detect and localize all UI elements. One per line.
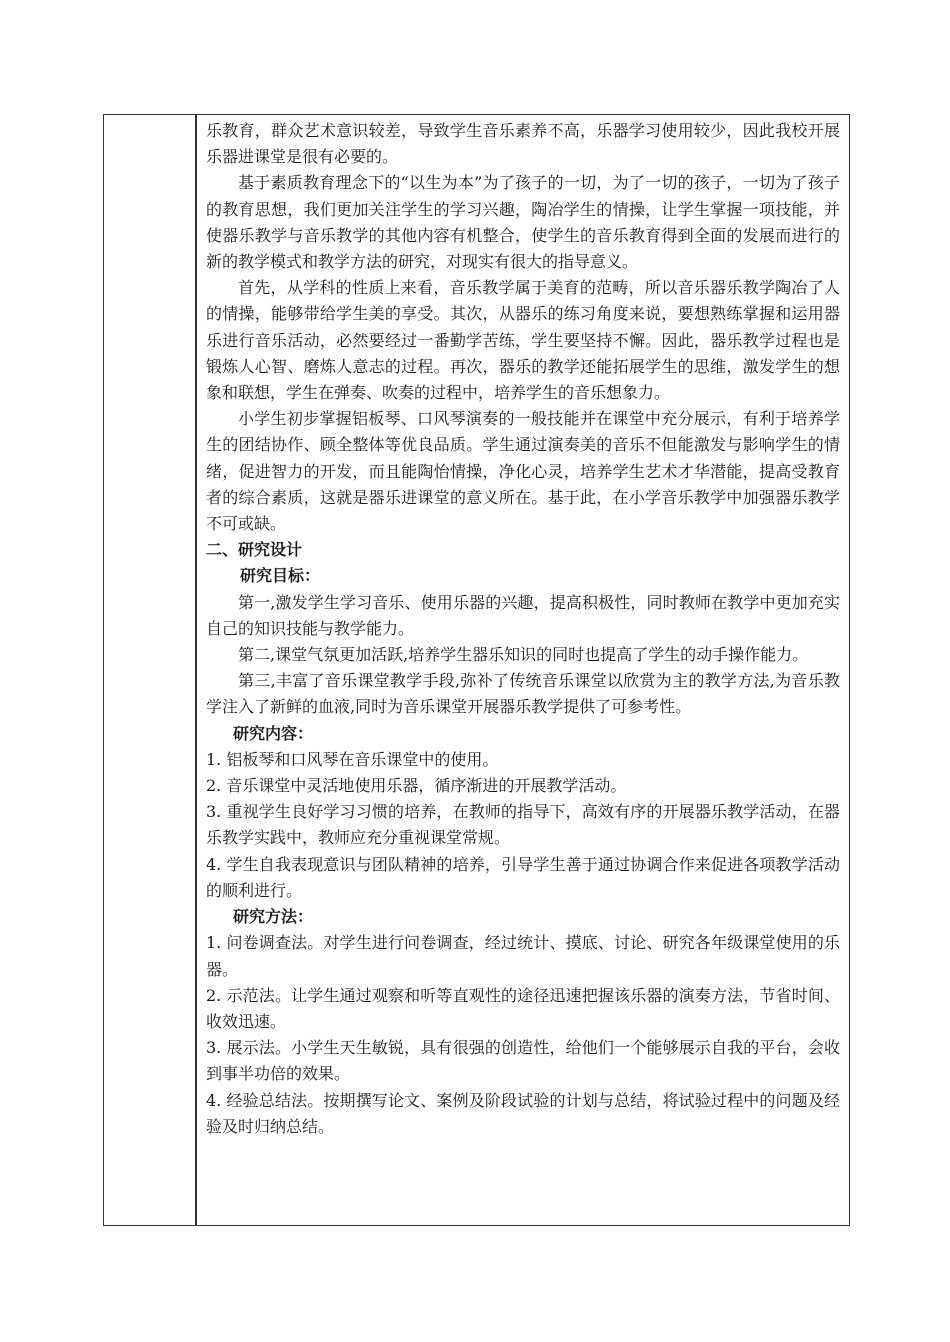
paragraph: 第二,课堂气氛更加活跃,培养学生器乐知识的同时也提高了学生的动手操作能力。 bbox=[238, 645, 809, 665]
subsection-heading: 研究方法： bbox=[233, 907, 314, 927]
section-heading: 二、研究设计 bbox=[206, 540, 303, 560]
paragraph: 第一,激发学生学习音乐、使用乐器的兴趣，提高积极性，同时教师在教学中更加充实自己的知识技能与教学能力。 bbox=[206, 592, 840, 638]
list-item: 2. 音乐课堂中灵活地使用乐器，循序渐进的开展教学活动。 bbox=[206, 776, 627, 796]
paragraph: 乐教育，群众艺术意识较差，导致学生音乐素养不高，乐器学习使用较少，因此我校开展乐器进课堂是很有必要的。 bbox=[206, 121, 840, 167]
list-item: 3. 重视学生良好学习习惯的培养，在教师的指导下，高效有序的开展器乐教学活动，在器乐教学实践中，教师应充分重视课堂常规。 bbox=[206, 802, 840, 848]
subsection-heading: 研究目标： bbox=[240, 566, 321, 586]
list-item: 4. 经验总结法。按期撰写论文、案例及阶段试验的计划与总结，将试验过程中的问题及经验及时归纳总结。 bbox=[206, 1090, 840, 1136]
list-item: 3. 展示法。小学生天生敏锐，具有很强的创造性，给他们一个能够展示自我的平台，会收到事半功倍的效果。 bbox=[206, 1038, 840, 1084]
table-column-divider bbox=[195, 114, 197, 1226]
paragraph: 第三,丰富了音乐课堂教学手段,弥补了传统音乐课堂以欣赏为主的教学方法,为音乐教学注入了新鲜的血液,同时为音乐课堂开展器乐教学提供了可参考性。 bbox=[206, 671, 840, 717]
list-item: 1. 问卷调查法。对学生进行问卷调查，经过统计、摸底、讨论、研究各年级课堂使用的乐器。 bbox=[206, 933, 840, 979]
paragraph: 小学生初步掌握铝板琴、口风琴演奏的一般技能并在课堂中充分展示，有利于培养学生的团结协作、顾全整体等优良品质。学生通过演奏美的音乐不但能激发与影响学生的情绪，促进智力的开发，而且能陶怡情操，净化心灵，培养学生艺术才华潜能，提高受教育者的综合素质，这就是器乐进课堂的意义所在。基于此，在小学音乐教学中加强器乐教学不可或缺。 bbox=[206, 409, 840, 534]
paragraph: 首先，从学科的性质上来看，音乐教学属于美育的范畴，所以音乐器乐教学陶冶了人的情操，能够带给学生美的享受。其次，从器乐的练习角度来说，要想熟练掌握和运用器乐进行音乐活动，必然要经过一番勤学苦练，学生要坚持不懈。因此，器乐教学过程也是锻炼人心智、磨炼人意志的过程。再次，器乐的教学还能拓展学生的思维，激发学生的想象和联想，学生在弹奏、吹奏的过程中，培养学生的音乐想象力。 bbox=[206, 278, 840, 403]
list-item: 1. 铝板琴和口风琴在音乐课堂中的使用。 bbox=[206, 749, 499, 769]
list-item: 4. 学生自我表现意识与团队精神的培养，引导学生善于通过协调合作来促进各项教学活动的顺利进行。 bbox=[206, 854, 840, 900]
list-item: 2. 示范法。让学生通过观察和听等直观性的途径迅速把握该乐器的演奏方法，节省时间、收效迅速。 bbox=[206, 985, 840, 1031]
table-content-cell bbox=[206, 118, 840, 1140]
paragraph: 基于素质教育理念下的“以生为本”为了孩子的一切，为了一切的孩子，一切为了孩子的教育思想，我们更加关注学生的学习兴趣，陶冶学生的情操，让学生掌握一项技能，并使器乐教学与音乐教学的其他内容有机整合，使学生的音乐教育得到全面的发展而进行的新的教学模式和教学方法的研究，对现实有很大的指导意义。 bbox=[206, 173, 840, 272]
subsection-heading: 研究内容： bbox=[233, 723, 314, 743]
